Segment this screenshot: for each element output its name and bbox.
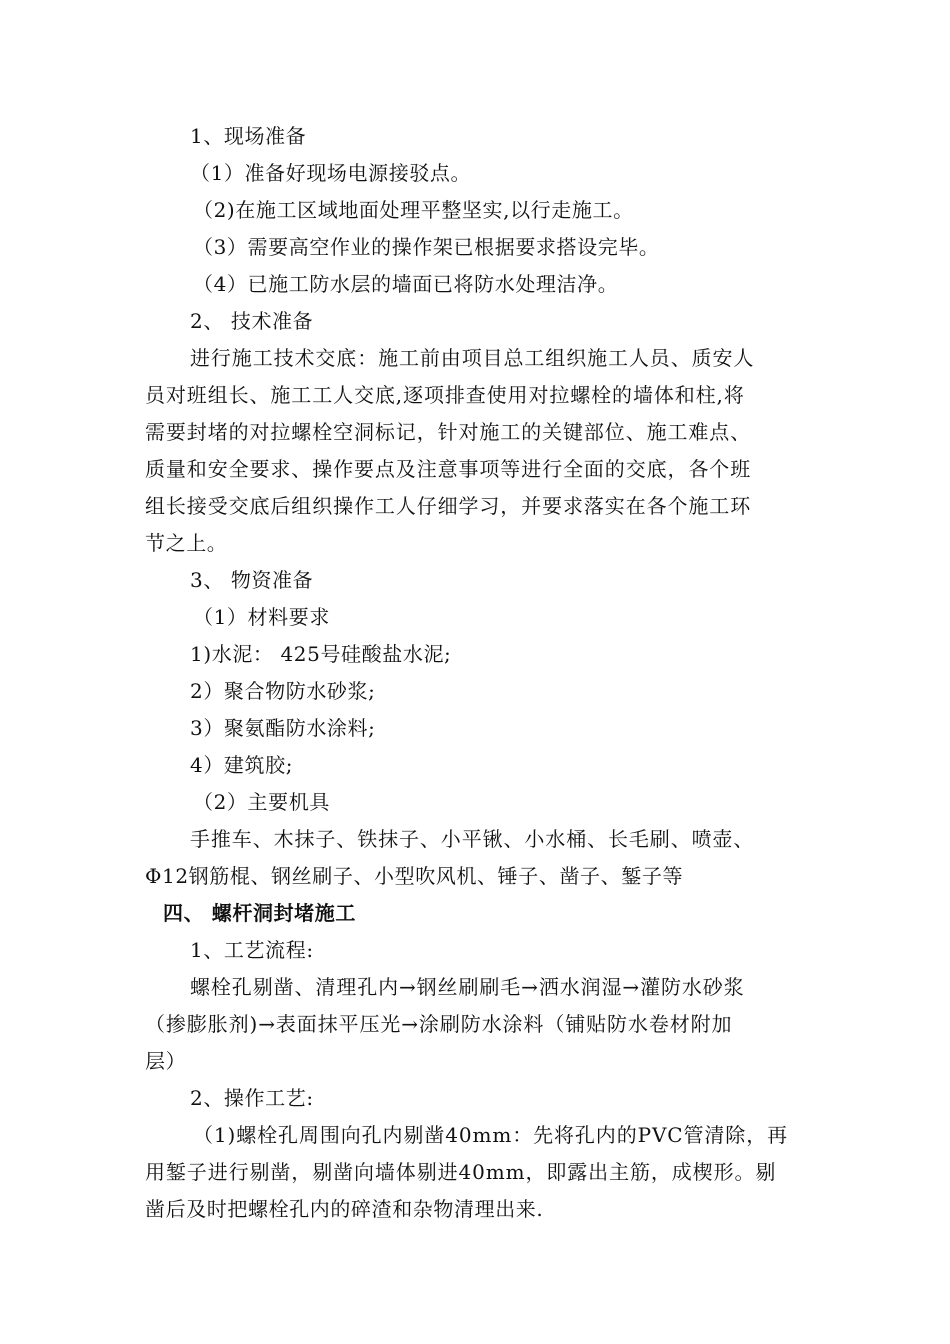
list-item: 3）聚氨酯防水涂料; [190,716,376,740]
paragraph-line: 凿后及时把螺栓孔内的碎渣和杂物清理出来. [145,1197,544,1221]
subheading-material-req: （1）材料要求 [193,605,330,629]
section-heading-site-prep: 1、现场准备 [190,124,307,148]
paragraph-line: 质量和安全要求、操作要点及注意事项等进行全面的交底，各个班 [145,457,752,481]
section-heading-process: 1、工艺流程: [190,938,314,962]
paragraph-line: 层） [145,1049,187,1073]
paragraph-line: Φ12钢筋棍、钢丝刷子、小型吹风机、锤子、凿子、錾子等 [145,864,684,888]
section-heading-tech-prep: 2、 技术准备 [190,309,314,333]
list-item: （3）需要高空作业的操作架已根据要求搭设完毕。 [193,235,660,259]
paragraph-line: （掺膨胀剂)→表面抹平压光→涂刷防水涂料（铺贴防水卷材附加 [145,1012,733,1036]
document-body [145,118,825,1228]
list-item: 4）建筑胶; [190,753,294,777]
paragraph-line: 手推车、木抹子、铁抹子、小平锹、小水桶、长毛刷、喷壶、 [190,827,755,851]
list-item: 2）聚合物防水砂浆; [190,679,376,703]
chapter-heading: 四、 螺杆洞封堵施工 [163,901,356,925]
paragraph-line: 需要封堵的对拉螺栓空洞标记，针对施工的关键部位、施工难点、 [145,420,752,444]
paragraph-line: （1)螺栓孔周围向孔内剔凿40mm：先将孔内的PVC管清除，再 [193,1123,789,1147]
subheading-tools: （2）主要机具 [193,790,330,814]
paragraph-line: 员对班组长、施工工人交底,逐项排查使用对拉螺栓的墙体和柱,将 [145,383,745,407]
list-item: （4）已施工防水层的墙面已将防水处理洁净。 [193,272,619,296]
paragraph-line: 螺栓孔剔凿、清理孔内→钢丝刷刷毛→洒水润湿→灌防水砂浆 [190,975,745,999]
list-item: （2)在施工区域地面处理平整坚实,以行走施工。 [193,198,634,222]
paragraph-line: 节之上。 [145,531,228,555]
paragraph-line: 用錾子进行剔凿，剔凿向墙体剔进40mm，即露出主筋，成楔形。剔 [145,1160,777,1184]
section-heading-material-prep: 3、 物资准备 [190,568,314,592]
section-heading-operation: 2、操作工艺: [190,1086,314,1110]
paragraph-line: 组长接受交底后组织操作工人仔细学习，并要求落实在各个施工环 [145,494,752,518]
list-item: 1)水泥： 425号硅酸盐水泥; [190,642,452,666]
list-item: （1）准备好现场电源接驳点。 [190,161,472,185]
paragraph-line: 进行施工技术交底：施工前由项目总工组织施工人员、质安人 [190,346,755,370]
